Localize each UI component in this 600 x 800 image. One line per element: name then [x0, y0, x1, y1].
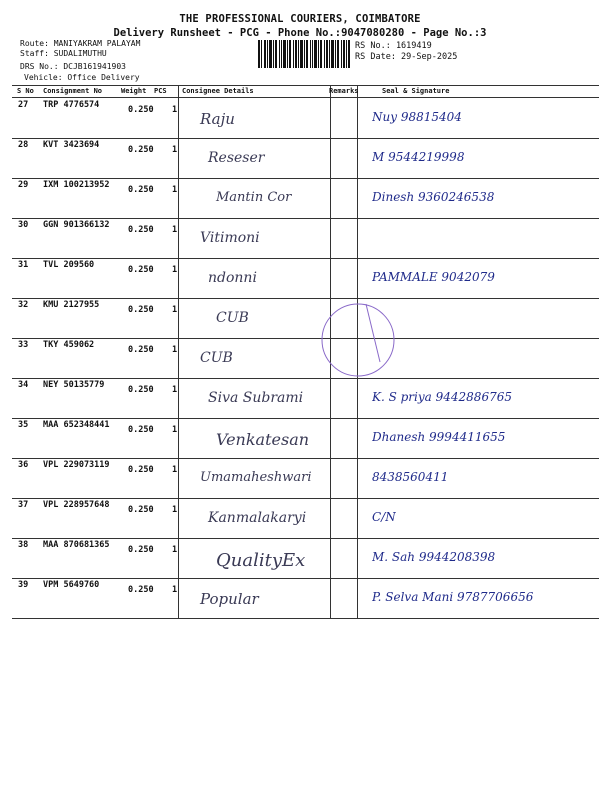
row-divider — [12, 418, 599, 419]
staff-label: Staff: SUDALIMUTHU — [20, 49, 107, 58]
row-consignee-handwriting: Mantin Cor — [216, 190, 292, 205]
row-divider — [12, 178, 599, 179]
row-sno: 29 — [18, 180, 29, 190]
runsheet-subtitle: Delivery Runsheet - PCG - Phone No.:9047080280 - Page No.:3 — [113, 27, 487, 39]
vehicle-label: Vehicle: Office Delivery — [24, 73, 140, 82]
row-consignee-handwriting: Kanmalakaryi — [208, 510, 307, 526]
row-weight: 0.250 — [128, 105, 154, 115]
row-sno: 35 — [18, 420, 29, 430]
row-divider — [12, 538, 599, 539]
row-consignment-no: MAA 870681365 — [43, 540, 110, 550]
row-consignment-no: KMU 2127955 — [43, 300, 100, 310]
row-weight: 0.250 — [128, 185, 154, 195]
row-consignee-handwriting: ndonni — [208, 270, 257, 286]
row-divider — [12, 618, 599, 619]
row-signature-handwriting: M 9544219998 — [372, 150, 465, 164]
row-sno: 27 — [18, 100, 29, 110]
row-weight: 0.250 — [128, 585, 154, 595]
row-signature-handwriting: Nuy 98815404 — [372, 110, 462, 124]
row-consignee-handwriting: Umamaheshwari — [200, 470, 312, 485]
col-remarks: Remarks — [329, 87, 359, 95]
row-sno: 38 — [18, 540, 29, 550]
row-weight: 0.250 — [128, 385, 154, 395]
row-consignment-no: GGN 901366132 — [43, 220, 110, 230]
row-consignment-no: VPM 5649760 — [43, 580, 100, 590]
company-title: THE PROFESSIONAL COURIERS, COIMBATORE — [179, 13, 421, 25]
row-pcs: 1 — [172, 105, 178, 115]
row-sno: 34 — [18, 380, 29, 390]
drs-label: DRS No.: DCJB161941903 — [20, 62, 126, 71]
row-consignment-no: IXM 100213952 — [43, 180, 110, 190]
row-weight: 0.250 — [128, 505, 154, 515]
row-pcs: 1 — [172, 345, 178, 355]
row-signature-handwriting: 8438560411 — [372, 470, 449, 484]
row-divider — [12, 298, 599, 299]
row-weight: 0.250 — [128, 345, 154, 355]
row-pcs: 1 — [172, 265, 178, 275]
row-divider — [12, 218, 599, 219]
row-divider — [12, 138, 599, 139]
row-consignee-handwriting: Siva Subrami — [208, 390, 304, 406]
row-divider — [12, 578, 599, 579]
col-consignee: Consignee Details — [182, 87, 254, 95]
col-seal: Seal & Signature — [382, 87, 450, 95]
row-consignee-handwriting: CUB — [216, 310, 249, 326]
row-signature-handwriting: P. Selva Mani 9787706656 — [372, 590, 534, 604]
row-sno: 37 — [18, 500, 29, 510]
row-consignee-handwriting: Venkatesan — [216, 430, 310, 449]
rs-date: RS Date: 29-Sep-2025 — [355, 52, 458, 62]
col-pcs: PCS — [154, 87, 167, 95]
row-consignment-no: TVL 209560 — [43, 260, 95, 270]
row-sno: 33 — [18, 340, 29, 350]
row-consignment-no: MAA 652348441 — [43, 420, 110, 430]
row-consignee-handwriting: Reseser — [208, 150, 265, 166]
col-weight: Weight — [121, 87, 147, 95]
row-pcs: 1 — [172, 305, 178, 315]
row-consignment-no: NEY 50135779 — [43, 380, 105, 390]
stamp-mark — [318, 300, 398, 380]
row-consignee-handwriting: CUB — [200, 350, 233, 366]
row-pcs: 1 — [172, 425, 178, 435]
row-signature-handwriting: Dinesh 9360246538 — [372, 190, 495, 204]
row-pcs: 1 — [172, 185, 178, 195]
row-sno: 39 — [18, 580, 29, 590]
row-signature-handwriting: K. S priya 9442886765 — [372, 390, 512, 404]
row-divider — [12, 458, 599, 459]
row-consignee-handwriting: QualityEx — [216, 550, 306, 571]
row-consignment-no: VPL 229073119 — [43, 460, 110, 470]
row-pcs: 1 — [172, 465, 178, 475]
row-pcs: 1 — [172, 225, 178, 235]
row-pcs: 1 — [172, 385, 178, 395]
row-sno: 28 — [18, 140, 29, 150]
table-top-rule — [12, 85, 599, 86]
row-divider — [12, 338, 599, 339]
row-signature-handwriting: Dhanesh 9994411655 — [372, 430, 506, 444]
row-weight: 0.250 — [128, 145, 154, 155]
row-consignee-handwriting: Popular — [200, 590, 259, 608]
row-weight: 0.250 — [128, 545, 154, 555]
row-weight: 0.250 — [128, 225, 154, 235]
row-signature-handwriting: C/N — [372, 510, 396, 524]
row-pcs: 1 — [172, 505, 178, 515]
row-weight: 0.250 — [128, 305, 154, 315]
row-weight: 0.250 — [128, 465, 154, 475]
row-divider — [12, 378, 599, 379]
row-consignee-handwriting: Raju — [200, 110, 235, 128]
row-divider — [12, 498, 599, 499]
row-pcs: 1 — [172, 585, 178, 595]
row-sno: 31 — [18, 260, 29, 270]
row-consignment-no: KVT 3423694 — [43, 140, 100, 150]
row-weight: 0.250 — [128, 265, 154, 275]
row-divider — [12, 258, 599, 259]
rs-number: RS No.: 1619419 — [355, 41, 432, 51]
row-sno: 32 — [18, 300, 29, 310]
table-header-rule — [12, 97, 599, 98]
row-consignment-no: TKY 459062 — [43, 340, 95, 350]
row-signature-handwriting: M. Sah 9944208398 — [372, 550, 496, 564]
row-sno: 30 — [18, 220, 29, 230]
col-sno: S No — [17, 87, 34, 95]
row-sno: 36 — [18, 460, 29, 470]
row-consignee-handwriting: Vitimoni — [200, 230, 260, 246]
row-signature-handwriting: PAMMALE 9042079 — [372, 270, 495, 284]
col-consignment: Consignment No — [43, 87, 103, 95]
row-weight: 0.250 — [128, 425, 154, 435]
row-pcs: 1 — [172, 145, 178, 155]
row-consignment-no: VPL 228957648 — [43, 500, 110, 510]
row-consignment-no: TRP 4776574 — [43, 100, 100, 110]
route-label: Route: MANIYAKRAM PALAYAM — [20, 39, 141, 48]
barcode-image — [258, 40, 350, 68]
row-pcs: 1 — [172, 545, 178, 555]
